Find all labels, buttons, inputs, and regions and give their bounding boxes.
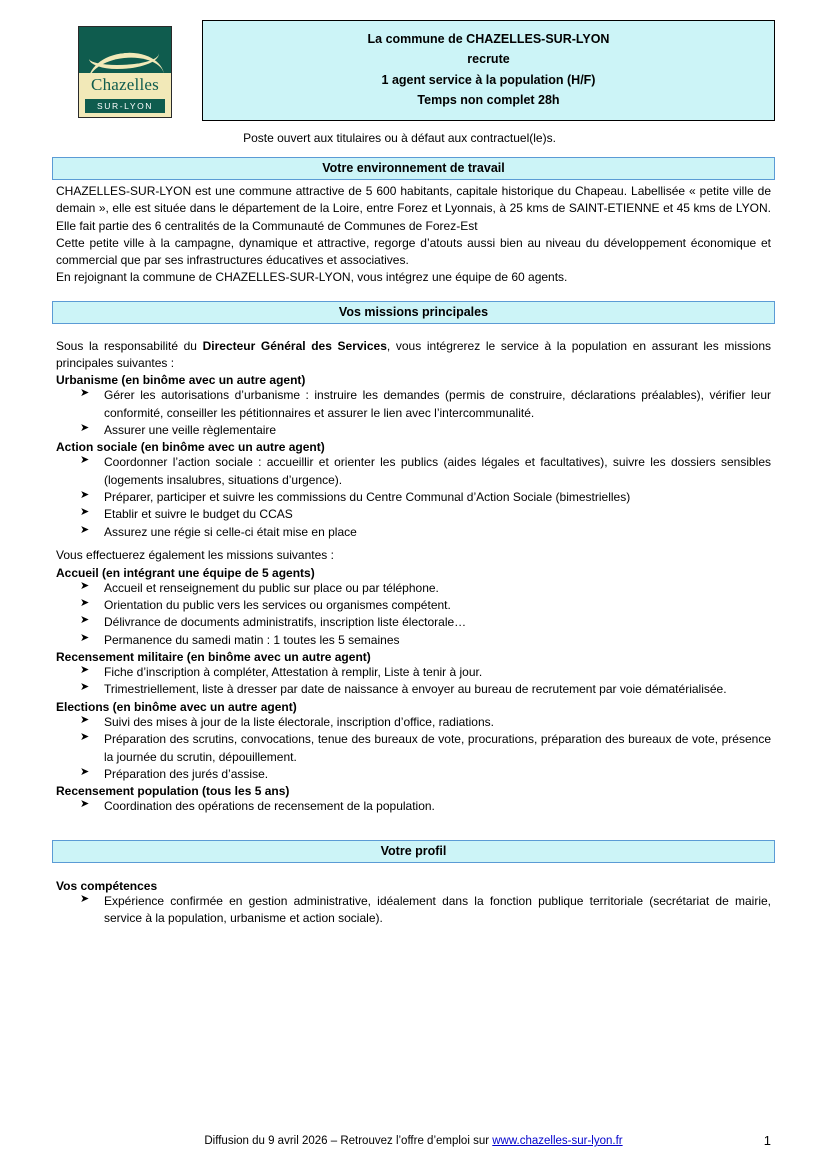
arrow-bullet-icon: ➤ [80, 614, 90, 627]
list-item-text: Assurez une régie si celle-ci était mise en place [104, 524, 357, 539]
list-item-text: Délivrance de documents administratifs, inscription liste électorale… [104, 615, 467, 630]
mission-group-heading-elections: Elections (en binôme avec un autre agent) [56, 699, 297, 714]
list-item-text: Assurer une veille règlementaire [104, 422, 277, 437]
mission-list-accueil [52, 580, 775, 650]
document-footer [52, 1135, 775, 1147]
title-line-4: Temps non complet 28h [417, 92, 560, 107]
list-item [52, 766, 771, 783]
list-item [52, 798, 771, 815]
list-item [52, 387, 771, 422]
website-link[interactable]: www.chazelles-sur-lyon.fr [492, 1135, 623, 1147]
list-item [52, 580, 771, 597]
arrow-bullet-icon: ➤ [80, 489, 90, 502]
page-number: 1 [763, 1133, 771, 1148]
arrow-bullet-icon: ➤ [80, 798, 90, 811]
list-item [52, 597, 771, 614]
list-item-text: Préparer, participer et suivre les commissions du Centre Communal d’Action Sociale (bimestrielles) [104, 490, 631, 505]
list-item-text: Préparation des scrutins, convocations, tenue des bureaux de vote, procurations, préparation des bureaux de vote, présence la journée du scrutin, dépouillement. [104, 732, 771, 764]
list-item [52, 731, 771, 766]
profile-list-competences [52, 893, 775, 928]
list-item-text: Préparation des jurés d’assise. [104, 767, 269, 782]
mission-list-action-sociale [52, 454, 775, 541]
arrow-bullet-icon: ➤ [80, 631, 90, 644]
list-item [52, 893, 771, 928]
arrow-bullet-icon: ➤ [80, 892, 90, 905]
list-item [52, 454, 771, 489]
mission-list-elections [52, 714, 775, 784]
mission-group-heading-recensement-militaire: Recensement militaire (en binôme avec un autre agent) [56, 650, 371, 665]
list-item [52, 489, 771, 506]
section-bar-environment: Votre environnement de travail [52, 157, 775, 180]
missions-intro-pre: Sous la responsabilité du [56, 338, 203, 353]
mission-group-heading-accueil: Accueil (en intégrant une équipe de 5 agents) [56, 565, 315, 580]
list-item [52, 714, 771, 731]
list-item-text: Orientation du public vers les services ou organismes compétent. [104, 597, 451, 612]
environment-paragraph-1: CHAZELLES-SUR-LYON est une commune attractive de 5 600 habitants, capitale historique du Chapeau. Labellisée « petite ville de demain », elle est située dans le département de la Loire, entre Forez et Lyonnais, à 25 kms de SAINT-ETIENNE et 45 kms de LYON. Elle fait partie des 6 centralités de la Communauté de Communes de Forez-Est [56, 184, 771, 233]
mission-group-heading-urbanisme: Urbanisme (en binôme avec un autre agent) [56, 373, 306, 388]
title-line-3: 1 agent service à la population (H/F) [381, 72, 596, 87]
mission-list-recensement-population [52, 798, 775, 815]
chazelles-sur-lyon-logo [78, 26, 172, 118]
list-item-text: Permanence du samedi matin : 1 toutes les 5 semaines [104, 632, 400, 647]
profile-heading-competences: Vos compétences [56, 878, 158, 893]
section-bar-profile: Votre profil [52, 840, 775, 863]
arrow-bullet-icon: ➤ [80, 731, 90, 744]
list-item-text: Accueil et renseignement du public sur place ou par téléphone. [104, 580, 439, 595]
list-item-text: Coordonner l’action sociale : accueillir et orienter les publics (aides légales et facultatives), suivre les dossiers sensibles (logements insalubres, situations d’urgence). [104, 455, 771, 487]
arrow-bullet-icon: ➤ [80, 421, 90, 434]
missions-intro [52, 338, 775, 373]
mission-list-urbanisme [52, 387, 775, 439]
list-item [52, 506, 771, 523]
list-item [52, 524, 771, 541]
title-line-1: La commune de CHAZELLES-SUR-LYON [367, 32, 610, 46]
list-item-text: Fiche d’inscription à compléter, Attestation à remplir, Liste à tenir à jour. [104, 665, 483, 680]
arrow-bullet-icon: ➤ [80, 766, 90, 779]
list-item-text: Expérience confirmée en gestion administrative, idéalement dans la fonction publique territoriale (secrétariat de mairie, service à la population, urbanisme et action sociale). [104, 893, 771, 926]
arrow-bullet-icon: ➤ [80, 681, 90, 694]
missions-second-intro: Vous effectuerez également les missions suivantes : [56, 548, 334, 563]
arrow-bullet-icon: ➤ [80, 664, 90, 677]
title-line-2: recrute [467, 52, 510, 67]
arrow-bullet-icon: ➤ [80, 596, 90, 609]
mission-list-recensement-militaire [52, 664, 775, 699]
arrow-bullet-icon: ➤ [80, 506, 90, 519]
mission-group-heading-recensement-population: Recensement population (tous les 5 ans) [56, 784, 290, 799]
arrow-bullet-icon: ➤ [80, 387, 90, 400]
arrow-bullet-icon: ➤ [80, 454, 90, 467]
list-item [52, 664, 771, 681]
list-item-text: Coordination des opérations de recensement de la population. [104, 799, 435, 814]
logo-container [52, 18, 202, 118]
missions-intro-role: Directeur Général des Services [202, 338, 387, 353]
logo-name: Chazelles [91, 75, 159, 94]
document-header [52, 18, 775, 121]
list-item-text: Gérer les autorisations d’urbanisme : instruire les demandes (permis de construire, déclarations préalables), vérifier leur conformité, conseiller les pétitionnaires et assurer le lien avec l’intercommunalité. [104, 388, 771, 420]
mission-group-heading-action-sociale: Action sociale (en binôme avec un autre agent) [56, 440, 325, 455]
logo-subtitle: SUR-LYON [85, 99, 165, 113]
job-title-box [202, 20, 775, 121]
list-item [52, 614, 771, 631]
list-item-text: Etablir et suivre le budget du CCAS [104, 507, 293, 522]
list-item [52, 632, 771, 649]
list-item-text: Trimestriellement, liste à dresser par date de naissance à envoyer au bureau de recrutement par voie dématérialisée. [104, 682, 727, 697]
section-bar-missions: Vos missions principales [52, 301, 775, 324]
arrow-bullet-icon: ➤ [80, 713, 90, 726]
environment-paragraph-2: Cette petite ville à la campagne, dynamique et attractive, regorge d’atouts aussi bien au niveau du développement économique et commercial que par ses infrastructures éducatives et associatives. [56, 235, 771, 268]
list-item [52, 422, 771, 439]
arrow-bullet-icon: ➤ [80, 523, 90, 536]
list-item [52, 681, 771, 698]
footer-text: Diffusion du 9 avril 2026 – Retrouvez l’offre d’emploi sur [204, 1135, 493, 1147]
open-to-note: Poste ouvert aux titulaires ou à défaut aux contractuel(le)s. [243, 131, 556, 145]
list-item-text: Suivi des mises à jour de la liste électorale, inscription d’office, radiations. [104, 714, 494, 729]
arrow-bullet-icon: ➤ [80, 579, 90, 592]
missions-intro-post: , vous intégrerez le service à la population en assurant les missions principales suivantes : [56, 338, 772, 370]
environment-paragraph-3: En rejoignant la commune de CHAZELLES-SUR-LYON, vous intégrez une équipe de 60 agents. [56, 270, 568, 285]
